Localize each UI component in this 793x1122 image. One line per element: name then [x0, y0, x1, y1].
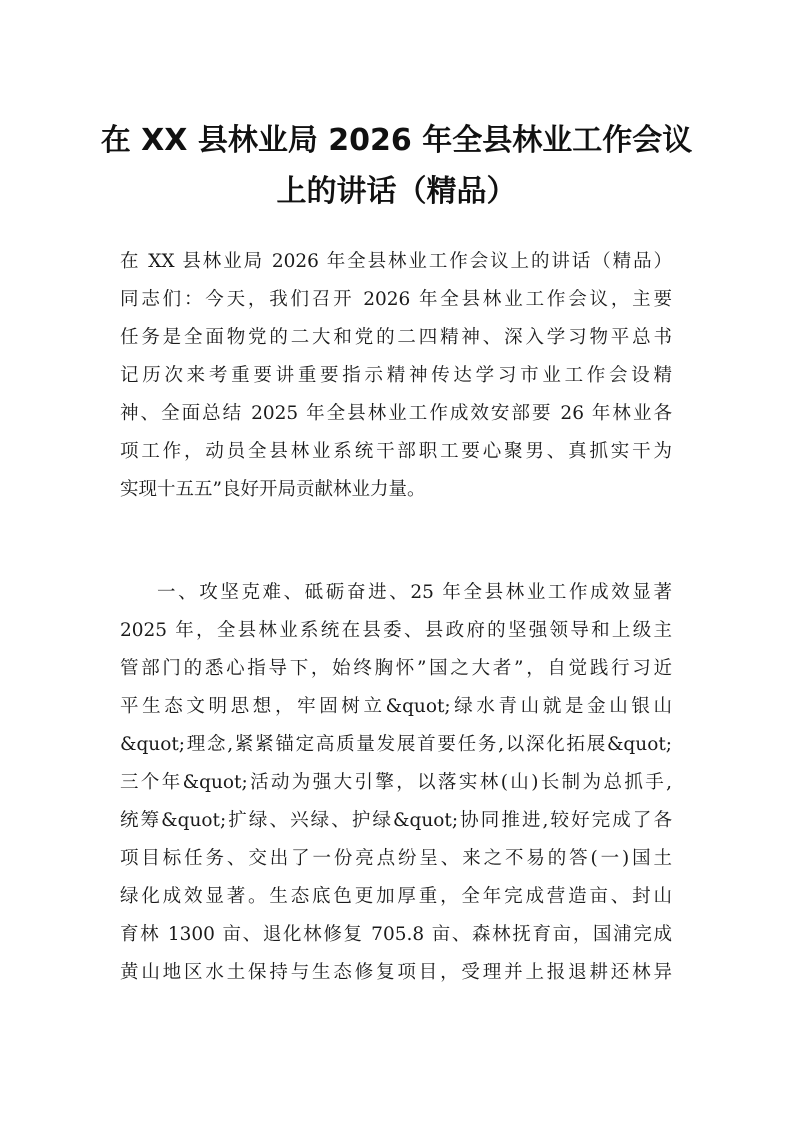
paragraph-line: 育林 1300 亩、退化林修复 705.8 亩、森林抚育亩，国浦完成	[120, 924, 672, 945]
document-title-line-2: 上的讲话（精品）	[276, 174, 517, 209]
paragraph-line: 绿化成效显著。生态底色更加厚重，全年完成营造亩、封山	[120, 886, 672, 907]
paragraph-line: 记历次来考重要讲重要指示精神传达学习市业工作会设精	[120, 365, 672, 386]
paragraph-line: 同志们：今天，我们召开 2026 年全县林业工作会议，主要	[120, 289, 672, 310]
paragraph-line: 项目标任务、交出了一份亮点纷呈、来之不易的答(一)国土	[120, 848, 672, 869]
section-heading-line: 一、攻坚克难、砥砺奋进、25 年全县林业工作成效显著	[157, 582, 672, 603]
document-title-line-1: 在 XX 县林业局 2026 年全县林业工作会议	[100, 123, 693, 158]
paragraph-line: 平生态文明思想，牢固树立&quot;绿水青山就是金山银山	[120, 696, 672, 717]
paragraph-line: 任务是全面物党的二大和党的二四精神、深入学习物平总书	[120, 327, 672, 348]
paragraph-line: 2025 年，全县林业系统在县委、县政府的坚强领导和上级主	[120, 620, 672, 641]
paragraph-line: 三个年&quot;活动为强大引擎，以落实林(山)长制为总抓手,	[120, 772, 672, 793]
paragraph-line: 项工作，动员全县林业系统干部职工要心聚男、真抓实干为	[120, 441, 672, 462]
paragraph-line: 神、全面总结 2025 年全县林业工作成效安部要 26 年林业各	[120, 403, 672, 424]
paragraph-line: 黄山地区水土保持与生态修复项目，受理并上报退耕还林异	[120, 962, 672, 983]
paragraph-line: 统筹&quot;扩绿、兴绿、护绿&quot;协同推进,较好完成了各	[120, 810, 672, 831]
paragraph-line: &quot;理念,紧紧锚定高质量发展首要任务,以深化拓展&quot;	[120, 734, 672, 755]
paragraph-line: 管部门的悉心指导下，始终胸怀”国之大者”，自觉践行习近	[120, 658, 672, 679]
paragraph-line: 实现十五五”良好开局贡献林业力量。	[120, 479, 426, 500]
paragraph-line: 在 XX 县林业局 2026 年全县林业工作会议上的讲话（精品）	[120, 251, 672, 272]
